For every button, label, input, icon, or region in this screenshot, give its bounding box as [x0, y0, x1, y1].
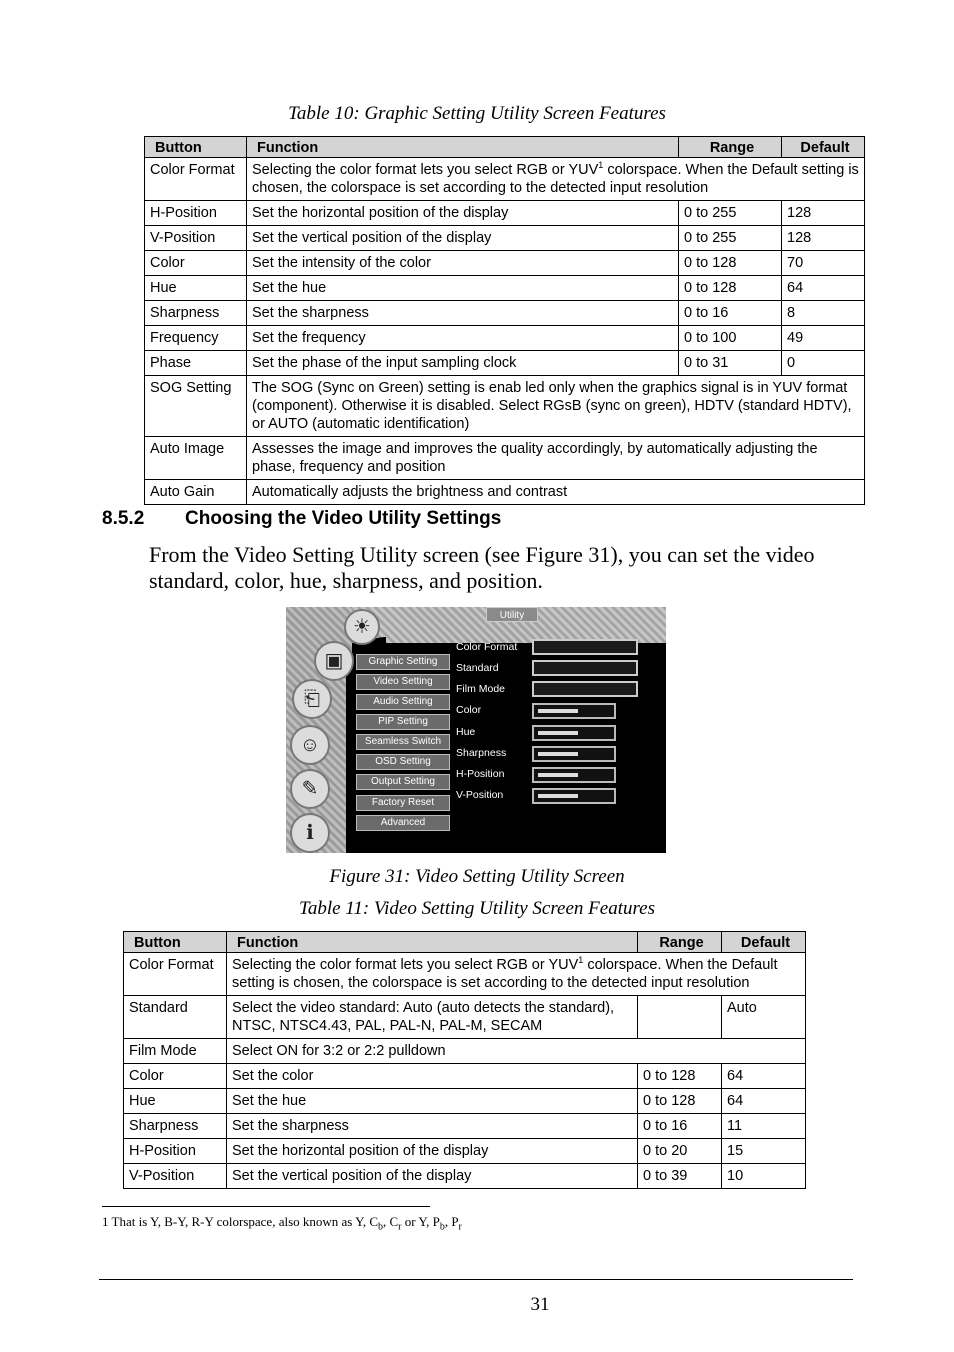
footnote-sub: r	[458, 1221, 462, 1233]
cell-button: Auto Image	[145, 437, 247, 480]
cell-range: 0 to 128	[679, 276, 782, 301]
cell-button: V-Position	[145, 226, 247, 251]
cell-function: Set the frequency	[247, 326, 679, 351]
sharpness-slider[interactable]	[532, 746, 616, 762]
table-row	[124, 1139, 806, 1164]
film-mode-field[interactable]	[532, 681, 638, 697]
tools-icon: ✎	[290, 769, 330, 809]
face-icon: ☺	[290, 725, 330, 765]
footnote-number: 1	[102, 1214, 109, 1229]
table-row	[145, 301, 865, 326]
header-function: Function	[227, 932, 638, 953]
v-position-slider[interactable]	[532, 788, 616, 804]
table-10-caption: Table 10: Graphic Setting Utility Screen Features	[288, 103, 666, 124]
cell-function	[247, 480, 865, 505]
slider-fill	[538, 773, 578, 777]
slider-fill	[538, 731, 578, 735]
cell-default: 128	[782, 201, 865, 226]
cell-function: Set the color	[227, 1064, 638, 1089]
cell-default: Auto	[722, 996, 806, 1039]
table-row	[124, 1064, 806, 1089]
header-default: Default	[782, 137, 865, 158]
header-button: Button	[124, 932, 227, 953]
menu-video-setting[interactable]: Video Setting	[356, 674, 450, 690]
cell-default: 15	[722, 1139, 806, 1164]
cell-function: Set the vertical position of the display	[227, 1164, 638, 1189]
table-row	[145, 226, 865, 251]
cell-range: 0 to 31	[679, 351, 782, 376]
slider-fill	[538, 709, 578, 713]
table-row	[124, 953, 806, 996]
table-11-caption: Table 11: Video Setting Utility Screen Features	[299, 898, 655, 919]
picture-icon: ▣	[314, 641, 354, 681]
table-row	[145, 158, 865, 201]
menu-graphic-setting[interactable]: Graphic Setting	[356, 654, 450, 670]
table-row	[145, 276, 865, 301]
h-position-slider[interactable]	[532, 767, 616, 783]
cell-range: 0 to 128	[638, 1064, 722, 1089]
cell-button: Hue	[124, 1089, 227, 1114]
cell-function: Set the phase of the input sampling clock	[247, 351, 679, 376]
cell-button: H-Position	[145, 201, 247, 226]
label-v-position: V-Position	[456, 789, 504, 801]
cell-function-text: Selecting the color format lets you select RGB or YUV	[252, 162, 599, 178]
cell-default: 64	[722, 1089, 806, 1114]
cell-button: Color	[145, 251, 247, 276]
table-row	[145, 201, 865, 226]
cell-function: Set the hue	[247, 276, 679, 301]
page-number: 31	[530, 1294, 550, 1315]
cell-function	[247, 437, 865, 480]
cell-default: 10	[722, 1164, 806, 1189]
label-color: Color	[456, 704, 482, 716]
cell-button: Frequency	[145, 326, 247, 351]
table-row	[124, 1039, 806, 1064]
cell-range: 0 to 128	[679, 251, 782, 276]
cell-range: 0 to 100	[679, 326, 782, 351]
slider-fill	[538, 752, 578, 756]
standard-field[interactable]	[532, 660, 638, 676]
cell-button: Hue	[145, 276, 247, 301]
cell-range: 0 to 128	[638, 1089, 722, 1114]
cell-function: Set the vertical position of the display	[247, 226, 679, 251]
cell-function: Set the horizontal position of the display	[227, 1139, 638, 1164]
cell-button: Auto Gain	[145, 480, 247, 505]
header-range: Range	[679, 137, 782, 158]
footnote-sub: b	[378, 1221, 383, 1233]
cell-range: 0 to 16	[679, 301, 782, 326]
cell-function-text: colorspace. When the Default setting is chosen, the colorspace is set according to the detected input resolution	[232, 957, 778, 991]
cell-button: Color	[124, 1064, 227, 1089]
section-number: 8.5.2	[102, 508, 145, 529]
table-11	[123, 931, 806, 1189]
cell-button: Color Format	[145, 158, 247, 201]
table-row	[145, 326, 865, 351]
label-color-format: Color Format	[456, 641, 518, 653]
cell-default: 64	[782, 276, 865, 301]
cell-function	[247, 376, 865, 437]
table-row	[145, 251, 865, 276]
cell-function	[247, 158, 865, 201]
color-slider[interactable]	[532, 703, 616, 719]
cell-function-text: Assesses the image and improves the quality accordingly, by automatically adjusting the phase, frequency and position	[252, 441, 818, 475]
cell-range: 0 to 39	[638, 1164, 722, 1189]
cell-function: Set the sharpness	[247, 301, 679, 326]
input-icon: ⎗	[292, 679, 332, 719]
section-paragraph: From the Video Setting Utility screen (see Figure 31), you can set the video standard, color, hue, sharpness, and position.	[149, 542, 815, 593]
menu-seamless-switch[interactable]: Seamless Switch	[356, 734, 450, 750]
cell-button: V-Position	[124, 1164, 227, 1189]
cell-function: Set the horizontal position of the display	[247, 201, 679, 226]
label-standard: Standard	[456, 662, 499, 674]
menu-audio-setting[interactable]: Audio Setting	[356, 694, 450, 710]
cell-function-text: Select ON for 3:2 or 2:2 pulldown	[232, 1043, 446, 1059]
cell-range: 0 to 20	[638, 1139, 722, 1164]
cell-default: 8	[782, 301, 865, 326]
cell-function-text: Selecting the color format lets you select RGB or YUV	[232, 957, 579, 973]
footnote-text: , P	[444, 1214, 459, 1229]
section-heading	[102, 508, 501, 530]
menu-pip-setting[interactable]: PIP Setting	[356, 714, 450, 730]
footnote-text: , C	[383, 1214, 399, 1229]
label-h-position: H-Position	[456, 768, 505, 780]
menu-factory-reset[interactable]: Factory Reset	[356, 795, 450, 811]
cell-function: Set the hue	[227, 1089, 638, 1114]
slider-fill	[538, 794, 578, 798]
table-row	[145, 437, 865, 480]
table-row	[124, 1164, 806, 1189]
cell-range	[638, 996, 722, 1039]
color-format-field[interactable]	[532, 639, 638, 655]
cell-range: 0 to 255	[679, 201, 782, 226]
cell-function: Set the sharpness	[227, 1114, 638, 1139]
cell-function	[227, 1039, 806, 1064]
cell-function: Select the video standard: Auto (auto detects the standard), NTSC, NTSC4.43, PAL, PAL-N, PAL-M, SECAM	[227, 996, 638, 1039]
label-hue: Hue	[456, 726, 476, 738]
cell-button: H-Position	[124, 1139, 227, 1164]
cell-function-text: The SOG (Sync on Green) setting is enab led only when the graphics signal is in YUV format (component). Otherwise it is disabled. Select RGsB (sync on green), HDTV (standard HDTV), or AUTO (automatic identification)	[252, 380, 852, 432]
table-row	[124, 996, 806, 1039]
footnote	[102, 1214, 462, 1233]
footnote-text: or Y, P	[401, 1214, 440, 1229]
video-setting-screenshot	[286, 607, 666, 853]
footnote-text: That is Y, B-Y, R-Y colorspace, also known as Y, C	[111, 1214, 378, 1229]
cell-button: Sharpness	[145, 301, 247, 326]
label-film-mode: Film Mode	[456, 683, 506, 695]
cell-button: Sharpness	[124, 1114, 227, 1139]
cell-button: Phase	[145, 351, 247, 376]
header-default: Default	[722, 932, 806, 953]
cell-function	[227, 953, 806, 996]
footnote-sub: b	[439, 1221, 445, 1233]
table-row	[145, 376, 865, 437]
table-10	[144, 136, 865, 505]
hue-slider[interactable]	[532, 725, 616, 741]
cell-button: Color Format	[124, 953, 227, 996]
footnote-ref: 1	[578, 955, 584, 966]
table-row	[145, 480, 865, 505]
menu-osd-setting[interactable]: OSD Setting	[356, 754, 450, 770]
cell-default: 49	[782, 326, 865, 351]
cell-default: 11	[722, 1114, 806, 1139]
table-row	[124, 1089, 806, 1114]
utility-tab[interactable]: Utility	[486, 607, 538, 622]
table-header-row	[145, 137, 865, 158]
section-title: Choosing the Video Utility Settings	[185, 508, 502, 529]
footnote-ref: 1	[598, 160, 604, 171]
cell-range: 0 to 16	[638, 1114, 722, 1139]
header-range: Range	[638, 932, 722, 953]
table-header-row	[124, 932, 806, 953]
footnote-sub: r	[398, 1221, 402, 1233]
cell-button: SOG Setting	[145, 376, 247, 437]
cell-button: Film Mode	[124, 1039, 227, 1064]
cell-default: 64	[722, 1064, 806, 1089]
cell-range: 0 to 255	[679, 226, 782, 251]
page-footer-divider	[99, 1279, 853, 1280]
brightness-icon: ☀	[344, 609, 380, 645]
info-icon: ℹ	[290, 813, 330, 853]
menu-output-setting[interactable]: Output Setting	[356, 774, 450, 790]
cell-default: 70	[782, 251, 865, 276]
footnote-divider	[102, 1206, 430, 1207]
table-row	[124, 1114, 806, 1139]
cell-default: 0	[782, 351, 865, 376]
header-function: Function	[247, 137, 679, 158]
menu-advanced[interactable]: Advanced	[356, 815, 450, 831]
cell-button: Standard	[124, 996, 227, 1039]
header-button: Button	[145, 137, 247, 158]
cell-function-text: Automatically adjusts the brightness and contrast	[252, 484, 568, 500]
cell-function: Set the intensity of the color	[247, 251, 679, 276]
label-sharpness: Sharpness	[456, 747, 507, 759]
figure-caption: Figure 31: Video Setting Utility Screen	[329, 866, 625, 887]
cell-default: 128	[782, 226, 865, 251]
cell-function-text: colorspace. When the Default setting is chosen, the colorspace is set according to the detected input resolution	[252, 162, 859, 196]
table-row	[145, 351, 865, 376]
